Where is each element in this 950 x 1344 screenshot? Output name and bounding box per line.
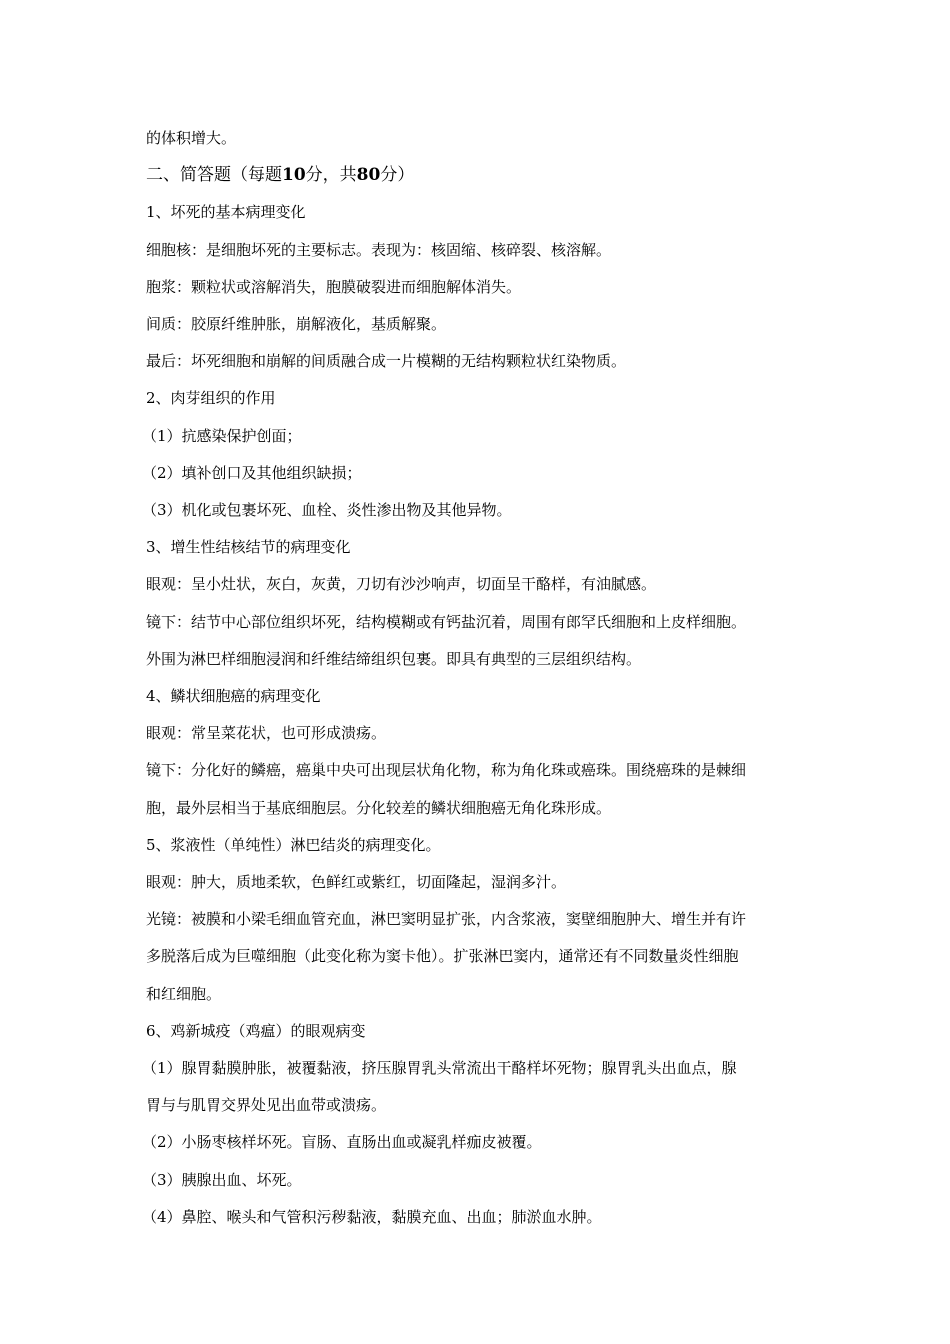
list-item: （3）机化或包裹坏死、血栓、炎性渗出物及其他异物。 <box>142 501 512 520</box>
text-line: 多脱落后成为巨噬细胞（此变化称为窦卡他）。扩张淋巴窦内，通常还有不同数量炎性细胞 <box>146 947 739 966</box>
list-item: （4）鼻腔、喉头和气管积污秽黏液，黏膜充血、出血；肺淤血水肿。 <box>142 1207 602 1226</box>
text-line: 眼观：常呈菜花状，也可形成溃疡。 <box>146 724 387 743</box>
section-heading <box>146 157 812 194</box>
text-line: 眼观：肿大，质地柔软，色鲜红或紫红，切面隆起，湿润多汁。 <box>146 873 567 892</box>
text-line: 的体积增大。 <box>146 129 237 147</box>
text-line: 外围为淋巴样细胞浸润和纤维结缔组织包裹。即具有典型的三层组织结构。 <box>146 649 642 668</box>
heading-part: 分，共 <box>305 165 357 186</box>
text-line: 胞浆：颗粒状或溶解消失，胞膜破裂进而细胞解体消失。 <box>146 277 522 296</box>
list-item: （2）填补创口及其他组织缺损； <box>142 463 362 482</box>
question-title: 6、鸡新城疫（鸡瘟）的眼观病变 <box>146 1021 366 1040</box>
question-title: 1、坏死的基本病理变化 <box>146 203 306 222</box>
list-item: （2）小肠枣核样坏死。盲肠、直肠出血或凝乳样痂皮被覆。 <box>142 1133 542 1152</box>
text-line: 细胞核：是细胞坏死的主要标志。表现为：核固缩、核碎裂、核溶解。 <box>146 240 612 259</box>
heading-part: 二、简答题（每题 <box>146 165 282 186</box>
list-item: （1）腺胃黏膜肿胀，被覆黏液，挤压腺胃乳头常流出干酪样坏死物；腺胃乳头出血点，腺 <box>142 1059 737 1078</box>
question-title: 3、增生性结核结节的病理变化 <box>146 538 351 557</box>
question-title: 4、鳞状细胞癌的病理变化 <box>146 687 321 706</box>
list-item: （1）抗感染保护创面； <box>142 426 302 445</box>
text-line: 镜下：结节中心部位组织坏死，结构模糊或有钙盐沉着，周围有郎罕氏细胞和上皮样细胞。 <box>146 612 747 631</box>
list-item: （3）胰腺出血、坏死。 <box>142 1170 302 1189</box>
text-line: 最后：坏死细胞和崩解的间质融合成一片模糊的无结构颗粒状红染物质。 <box>146 352 627 371</box>
text-line: 胃与与肌胃交界处见出血带或溃疡。 <box>146 1096 387 1115</box>
heading-part: 分） <box>380 165 415 186</box>
text-line: 和红细胞。 <box>146 984 222 1003</box>
text-line: 眼观：呈小灶状，灰白，灰黄，刀切有沙沙响声，切面呈干酪样，有油腻感。 <box>146 575 657 594</box>
text-line: 光镜：被膜和小梁毛细血管充血，淋巴窦明显扩张，内含浆液，窦壁细胞肿大、增生并有许 <box>146 910 747 929</box>
text-line: 间质：胶原纤维肿胀，崩解液化，基质解聚。 <box>146 315 447 334</box>
heading-total-points: 80 <box>356 165 381 186</box>
question-title: 5、浆液性（单纯性）淋巴结炎的病理变化。 <box>146 835 441 854</box>
text-line: 胞，最外层相当于基底细胞层。分化较差的鳞状细胞癌无角化珠形成。 <box>146 798 612 817</box>
document-body <box>142 120 812 1236</box>
text-line: 镜下：分化好的鳞癌，癌巢中央可出现层状角化物，称为角化珠或癌珠。围绕癌珠的是棘细 <box>146 761 747 780</box>
heading-points: 10 <box>282 165 306 186</box>
question-title: 2、肉芽组织的作用 <box>146 389 276 408</box>
